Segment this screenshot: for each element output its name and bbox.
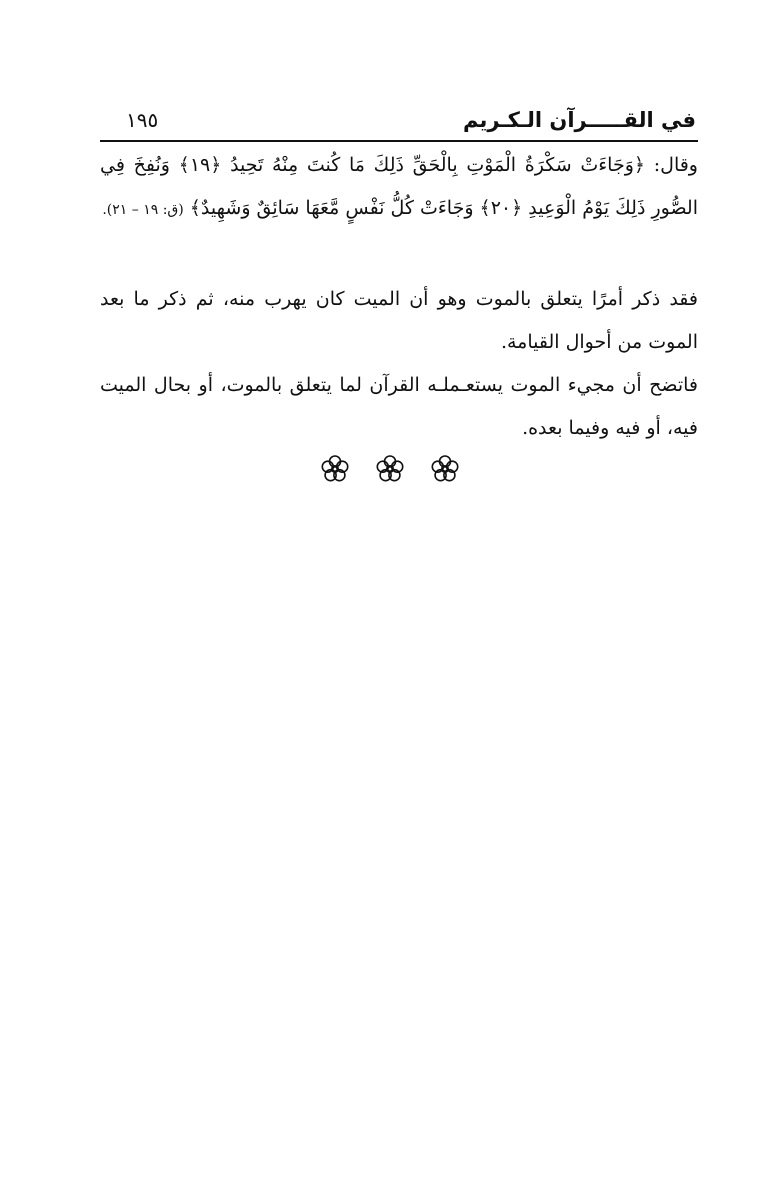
quran-verse-text: وقال: ﴿وَجَاءَتْ سَكْرَةُ الْمَوْتِ بِالْحَقِّ ذَلِكَ مَا كُنتَ مِنْهُ تَحِيدُ ﴿١٩﴾ وَنُفِخَ فِي الصُّورِ ذَلِكَ يَوْمُ الْوَعِيدِ ﴿٢٠﴾ وَجَاءَتْ كُلُّ نَفْسٍ مَّعَهَا سَائِقٌ وَشَهِيدٌ﴾ xyxy=(100,154,698,219)
paragraph-1: فقد ذكر أمرًا يتعلق بالموت وهو أن الميت كان يهرب منه، ثم ذكر ما بعد الموت من أحوال القيامة. xyxy=(100,288,698,353)
section-end-ornaments xyxy=(320,452,460,486)
flower-ornament-icon xyxy=(430,454,460,484)
quran-verse-paragraph xyxy=(100,144,698,232)
flower-ornament-icon xyxy=(375,454,405,484)
flower-ornament-icon xyxy=(320,454,350,484)
page-number: ١٩٥ xyxy=(126,108,159,132)
running-title: في القـــــرآن الـكـريم xyxy=(463,108,696,132)
verse-citation: (ق: ١٩ – ٢١). xyxy=(102,202,184,218)
paragraph-2: فاتضح أن مجيء الموت يستعـملـه القرآن لما يتعلق بالموت، أو بحال الميت فيه، أو فيه وفيما بعده. xyxy=(100,374,698,439)
page-header xyxy=(100,102,698,142)
